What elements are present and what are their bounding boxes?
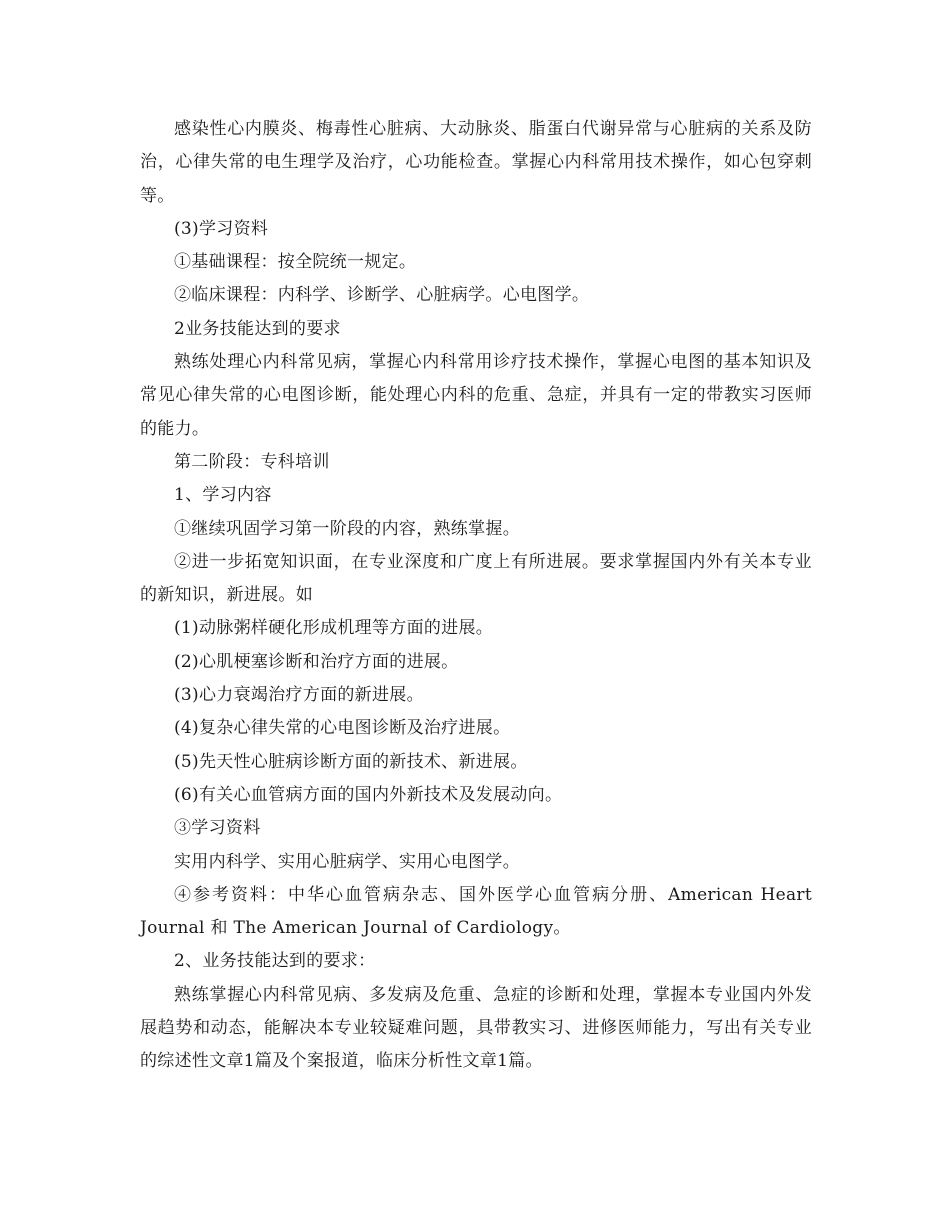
heading-skill-requirements-final: 2、业务技能达到的要求： xyxy=(174,951,376,972)
list-item-clinical-courses: ②临床课程：内科学、诊断学、心脏病学。心电图学。 xyxy=(174,285,590,306)
document-body xyxy=(140,113,812,1079)
paragraph-final-requirements: 熟练掌握心内科常见病、多发病及危重、急症的诊断和处理，掌握本专业国内外发展趋势和动态，能解决本专业较疑难问题，具带教实习、进修医师能力，写出有关专业的综述性文章1篇及个案报道，临床分析性文章1篇。 xyxy=(140,984,812,1072)
list-item-heart-failure: (3)心力衰竭治疗方面的新进展。 xyxy=(174,685,424,706)
heading-stage-two: 第二阶段：专科培训 xyxy=(174,451,330,472)
list-item-atherosclerosis: (1)动脉粥样硬化形成机理等方面的进展。 xyxy=(174,618,494,639)
list-item-congenital: (5)先天性心脏病诊断方面的新技术、新进展。 xyxy=(174,751,528,772)
heading-study-materials: ③学习资料 xyxy=(174,818,261,839)
heading-learning-content: 1、学习内容 xyxy=(174,485,272,506)
list-item-consolidate: ①继续巩固学习第一阶段的内容，熟练掌握。 xyxy=(174,518,520,539)
list-item-broaden-knowledge: ②进一步拓宽知识面，在专业深度和广度上有所进展。要求掌握国内外有关本专业的新知识，新进展。如 xyxy=(140,551,812,606)
list-item-cardiovascular-trends: (6)有关心血管病方面的国内外新技术及发展动向。 xyxy=(174,784,563,805)
heading-skill-requirements-2: 2业务技能达到的要求 xyxy=(174,318,341,339)
paragraph-practical-books: 实用内科学、实用心脏病学、实用心电图学。 xyxy=(174,851,520,872)
paragraph-reference-materials: ④参考资料：中华心血管病杂志、国外医学心血管病分册、American Heart Journal 和 The American Journal of Cardiology。 xyxy=(140,884,812,939)
list-item-basic-courses: ①基础课程：按全院统一规定。 xyxy=(174,252,417,273)
paragraph-intro: 感染性心内膜炎、梅毒性心脏病、大动脉炎、脂蛋白代谢异常与心脏病的关系及防治，心律失常的电生理学及治疗，心功能检查。掌握心内科常用技术操作，如心包穿刺等。 xyxy=(140,119,812,206)
list-item-arrhythmia: (4)复杂心律失常的心电图诊断及治疗进展。 xyxy=(174,718,511,739)
list-item-myocardial-infarction: (2)心肌梗塞诊断和治疗方面的进展。 xyxy=(174,651,459,672)
heading-study-materials-3: (3)学习资料 xyxy=(174,218,269,239)
paragraph-skill-requirements: 熟练处理心内科常见病，掌握心内科常用诊疗技术操作，掌握心电图的基本知识及常见心律失常的心电图诊断，能处理心内科的危重、急症，并具有一定的带教实习医师的能力。 xyxy=(140,352,812,439)
